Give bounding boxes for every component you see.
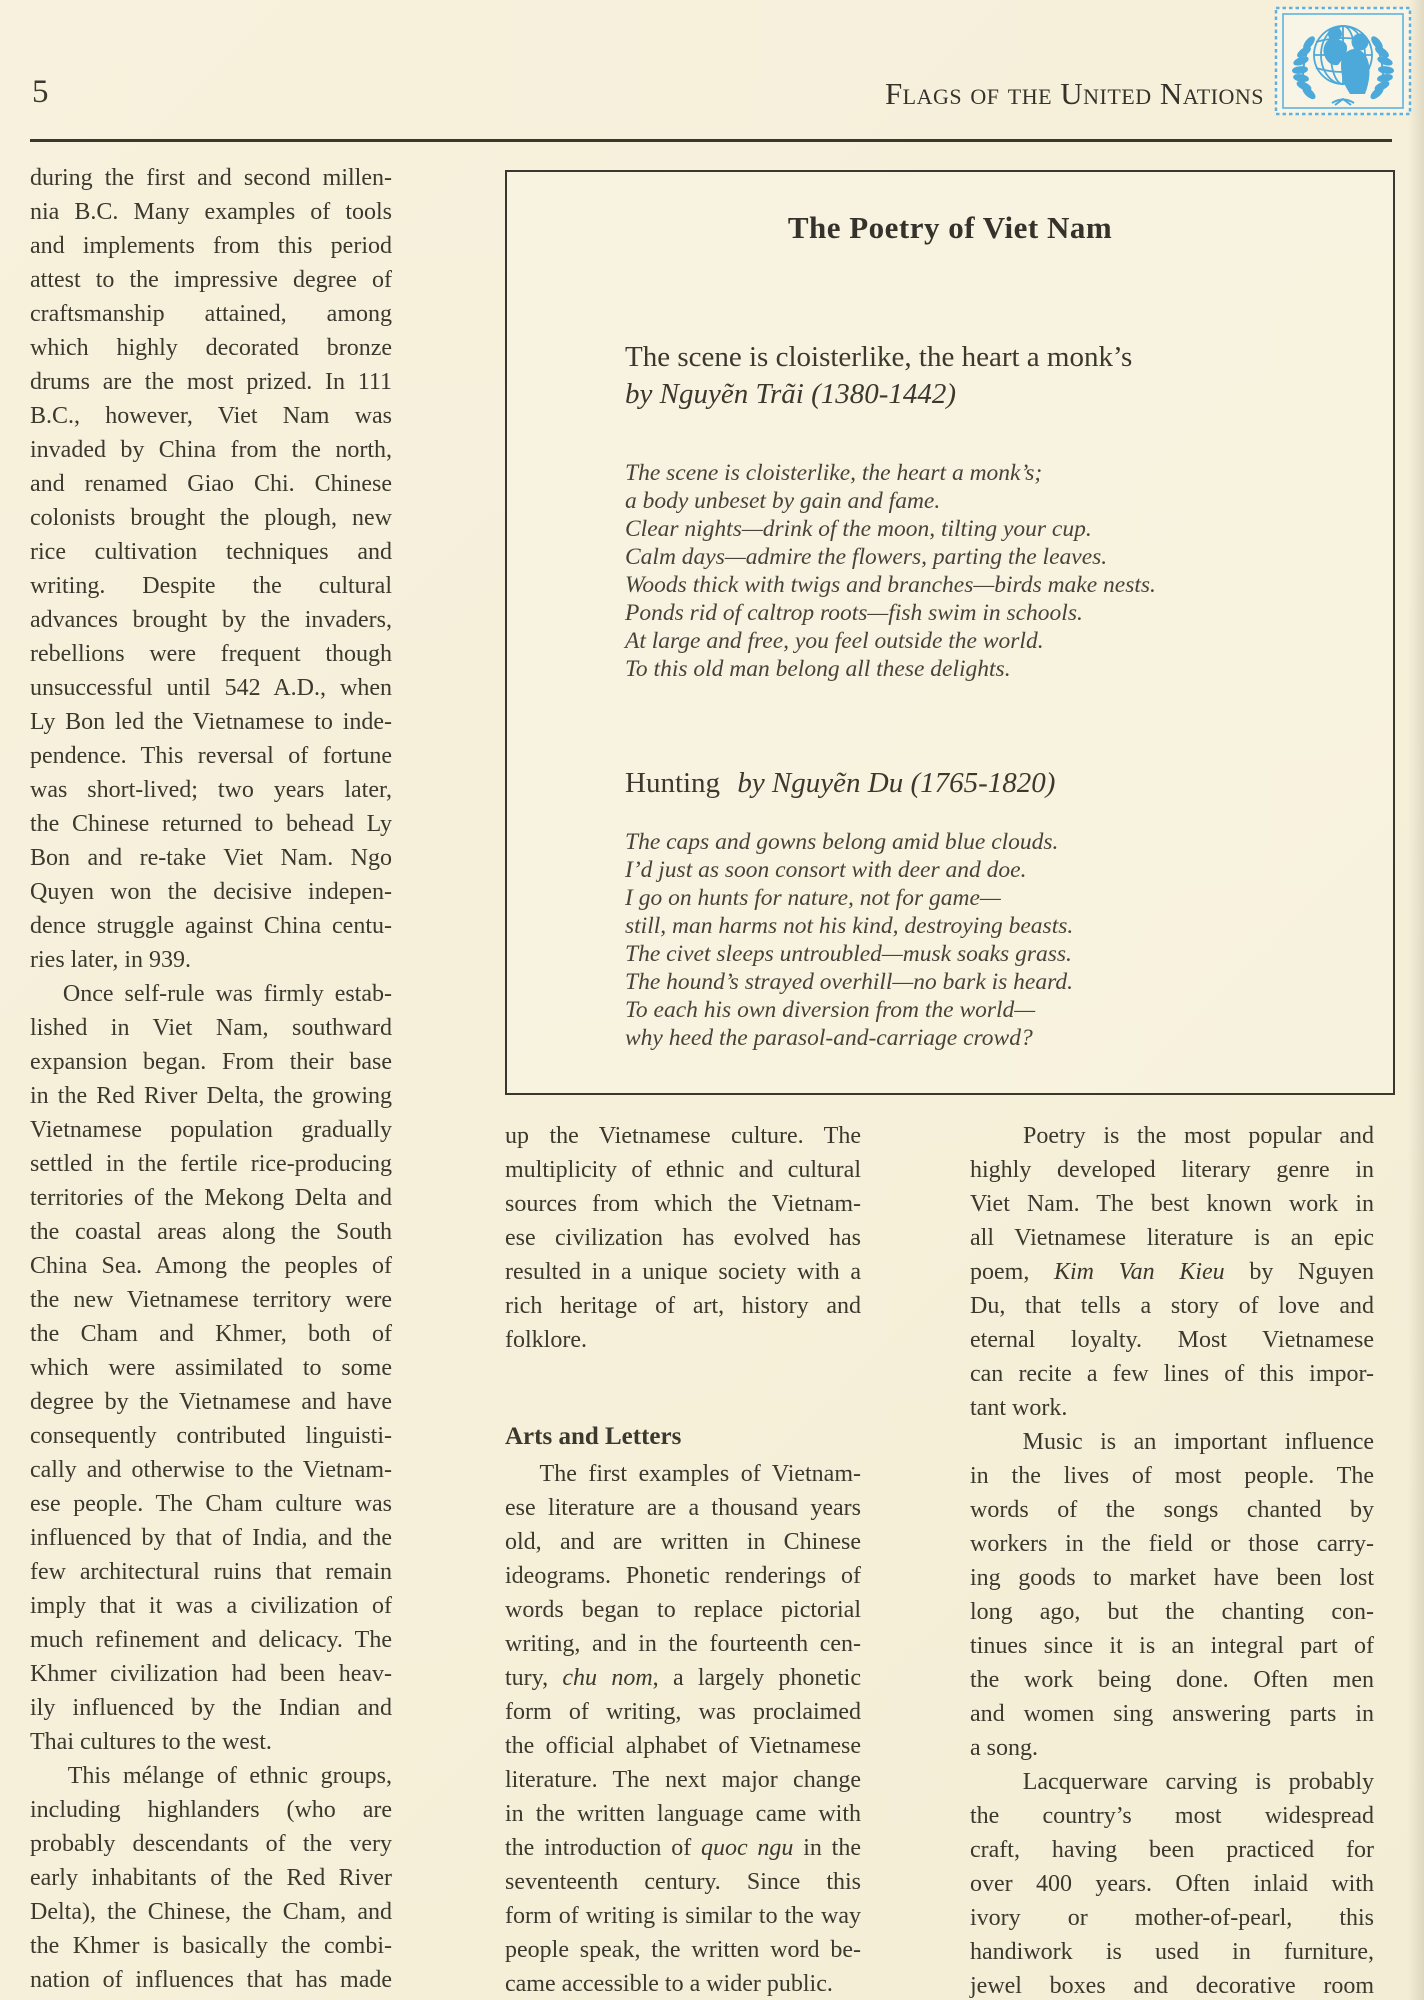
poem-second-title: Hunting (625, 767, 721, 799)
middle-paragraph-2: The first examples of Vietnam- ese literature are a thousand years old, and are written in Chinese ideograms. Phonetic renderings of words began to replace pictorial writing, and in the fourteenth cen- tury, chu nom, a largely phonetic form of writing, was proclaimed the official alphabet of Vietnamese literature. The next major change in the written language came with the introduction of quoc ngu in the seventeenth century. Since this form of writing is similar to the way people speak, the written word be- came accessible to a wider public. (505, 1461, 861, 1997)
column-middle (505, 1119, 861, 2000)
column-left: during the first and second millen- nia B.C. Many examples of tools and implements from this period attest to the impressive degree of craftsmanship attained, among which highly decorated bronze drums are the most prized. In 111 B.C., however, Viet Nam was invaded by China from the north, and renamed Giao Chi. Chinese colonists brought the plough, new rice cultivation techniques and writing. Despite the cultural advances brought by the invaders, rebellions were frequent though unsuccessful until 542 A.D., when Ly Bon led the Vietnamese to inde- pendence. This reversal of fortune was short-lived; two years later, the Chinese returned to behead Ly Bon and re-take Viet Nam. Ngo Quyen won the decisive indepen- dence struggle against China centu- ries later, in 939. Once self-rule was firmly estab- lished in Viet Nam, southward expansion began. From their base in the Red River Delta, the growing Vietnamese population gradually settled in the fertile rice-producing territories of the Mekong Delta and the coastal areas along the South China Sea. Among the peoples of the new Vietnamese territory were the Cham and Khmer, both of which were assimilated to some degree by the Vietnamese and have consequently contributed linguisti- cally and otherwise to the Vietnam- ese people. The Cham culture was influenced by that of India, and the few architectural ruins that remain imply that it was a civilization of much refinement and delicacy. The Khmer civilization had been heav- ily influenced by the Indian and Thai cultures to the west. This mélange of ethnic groups, including highlanders (who are probably descendants of the very early inhabitants of the Red River Delta), the Chinese, the Cham, and the Khmer is basically the combi- nation of influences that has made (30, 165, 392, 1993)
middle-paragraph-1: up the Vietnamese culture. The multiplicity of ethnic and cultural sources from which the Vietnam- ese civilization has evolved has resulted in a unique society with a rich heritage of art, history and folklore. (505, 1123, 861, 1353)
poem-first (625, 339, 1365, 683)
page-edge-shadow (1408, 0, 1424, 2000)
poem-second-byline: by Nguyẽn Du (1765-1820) (737, 767, 1056, 799)
page-title: Flags of the United Nations (884, 76, 1264, 111)
poetry-box-title: The Poetry of Viet Nam (787, 210, 1113, 245)
poem-second-lines: The caps and gowns belong amid blue clouds. I’d just as soon consort with deer and doe. I go on hunts for nature, not for game— still, man harms not his kind, destroying beasts. The civet sleeps untroubled—musk soaks grass. The hound’s strayed overhill—no bark is heard. To each his own diversion from the world— why heed the parasol-and-carriage crowd? (625, 829, 1074, 1051)
column-right: Poetry is the most popular and highly developed literary genre in Viet Nam. The best known work in all Vietnamese literature is an epic poem, Kim Van Kieu by Nguyen Du, that tells a story of love and eternal loyalty. Most Vietnamese can recite a few lines of this impor- tant work. Music is an important influence in the lives of most people. The words of the songs chanted by workers in the field or those carry- ing goods to market have been lost long ago, but the chanting con- tinues since it is an integral part of the work being done. Often men and women sing answering parts in a song. Lacquerware carving is probably the country’s most widespread craft, having been practiced for over 400 years. Often inlaid with ivory or mother-of-pearl, this handiwork is used in furniture, jewel boxes and decorative room (970, 1123, 1375, 1999)
header-rule (30, 139, 1392, 142)
unicef-emblem-stamp-icon (1274, 6, 1412, 116)
poem-second (625, 765, 1365, 1052)
poem-first-title: The scene is cloisterlike, the heart a monk’s (625, 341, 1133, 373)
poem-first-heading (625, 339, 1365, 413)
page-number: 5 (32, 74, 49, 110)
poetry-box (505, 170, 1395, 1095)
poem-first-lines: The scene is cloisterlike, the heart a monk’s; a body unbeset by gain and fame. Clear nights—drink of the moon, tilting your cup. Calm days—admire the flowers, parting the leaves. Woods thick with twigs and branches—birds make nests. Ponds rid of caltrop roots—fish swim in schools. At large and free, you feel outside the world. To this old man belong all these delights. (625, 460, 1156, 682)
poem-second-heading (625, 765, 1365, 802)
poem-first-byline: by Nguyẽn Trãi (1380-1442) (625, 378, 957, 410)
section-heading-arts-and-letters: Arts and Letters (505, 1423, 682, 1450)
